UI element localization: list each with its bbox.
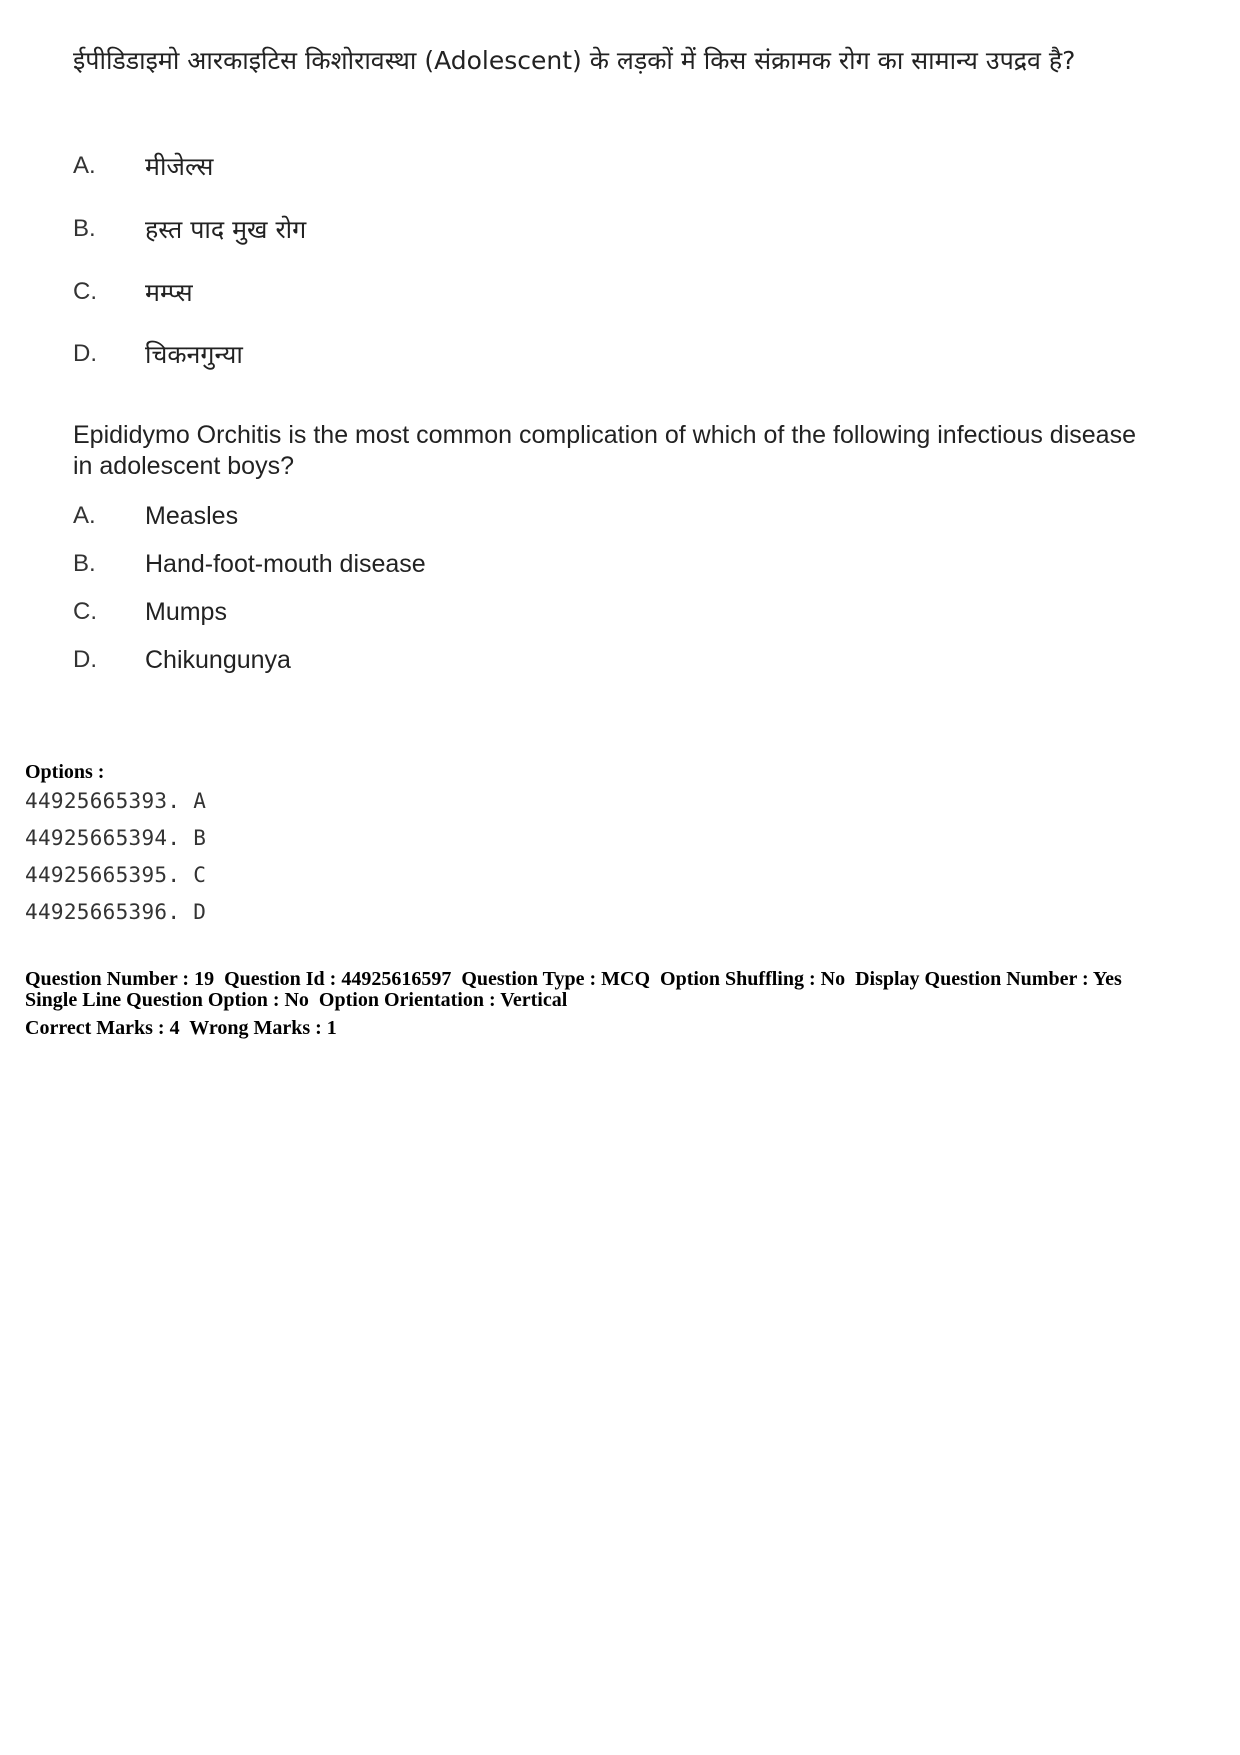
option-text: मम्प्स — [145, 278, 193, 307]
hindi-option-b — [73, 209, 306, 249]
option-id-d: 44925665396. D — [25, 900, 207, 924]
option-letter: A. — [73, 502, 96, 529]
option-id-c: 44925665395. C — [25, 863, 207, 887]
english-option-b — [73, 544, 426, 584]
hindi-option-d — [73, 334, 243, 374]
question-image — [0, 0, 1240, 700]
option-id-b: 44925665394. B — [25, 826, 207, 850]
english-option-c — [73, 592, 227, 632]
option-letter: A. — [73, 152, 96, 179]
english-option-d — [73, 640, 291, 680]
option-text: Measles — [145, 501, 239, 530]
english-option-a — [73, 496, 238, 536]
option-text: Chikungunya — [145, 645, 291, 674]
option-text: हस्त पाद मुख रोग — [145, 215, 307, 244]
option-text: Mumps — [145, 597, 227, 626]
english-question-stem: Epididymo Orchitis is the most common complication of which of the following infectious disease in adolescent boys? — [73, 421, 1136, 480]
question-marks-line: Correct Marks : 4 Wrong Marks : 1 — [25, 1017, 337, 1039]
option-text: Hand-foot-mouth disease — [145, 549, 426, 578]
question-meta-line-2: Single Line Question Option : No Option Orientation : Vertical — [25, 989, 568, 1011]
options-heading: Options : — [25, 761, 105, 783]
option-letter: D. — [73, 340, 97, 367]
option-letter: C. — [73, 278, 97, 305]
hindi-option-a — [73, 146, 213, 186]
option-letter: B. — [73, 215, 96, 242]
hindi-question-stem: ईपीडिडाइमो आरकाइटिस किशोरावस्था (Adolescent) के लड़कों में किस संक्रामक रोग का सामान्य उपद्रव है? — [73, 46, 1076, 75]
option-text: मीजेल्स — [145, 152, 214, 181]
option-id-a: 44925665393. A — [25, 789, 207, 813]
option-text: चिकनगुन्या — [145, 340, 243, 369]
option-letter: C. — [73, 598, 97, 625]
option-letter: B. — [73, 550, 96, 577]
question-meta-line-1: Question Number : 19 Question Id : 44925616597 Question Type : MCQ Option Shuffling : No Display Question Number : Yes — [25, 968, 1122, 990]
option-letter: D. — [73, 646, 97, 673]
hindi-option-c — [73, 272, 193, 312]
